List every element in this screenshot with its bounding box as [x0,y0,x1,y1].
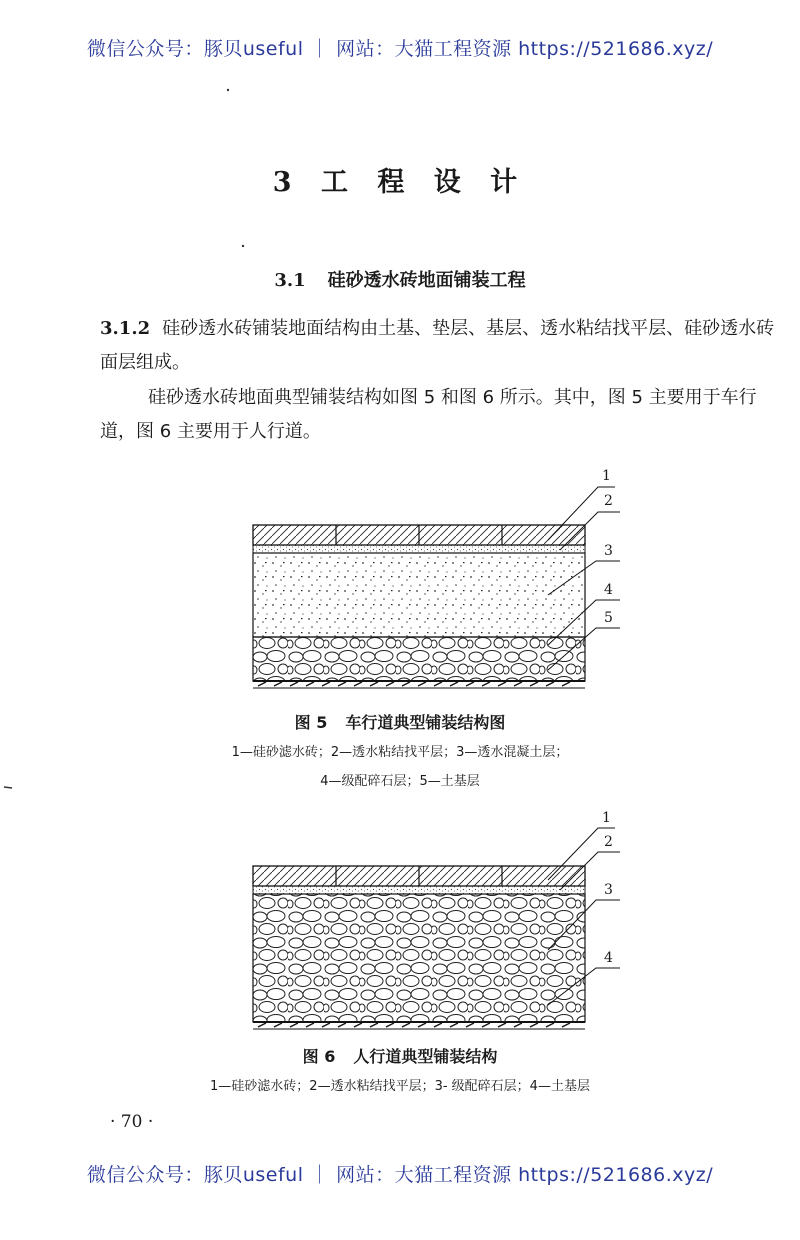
watermark-top: 微信公众号：豚贝useful ｜ 网站：大猫工程资源 https://521686.xyz/ [86,38,714,60]
watermark-bottom: 微信公众号：豚贝useful ｜ 网站：大猫工程资源 https://521686.xyz/ [86,1164,714,1186]
figure6-number: 图 6 [302,1047,336,1066]
figure5-callout-4: 4 [604,582,613,598]
figure6-legend: 1—硅砂滤水砖；2—透水粘结找平层；3- 级配碎石层；4—土基层 [210,1079,590,1094]
section-title: 硅砂透水砖地面铺装工程 [327,270,526,291]
figure6-callout-2: 2 [604,834,613,850]
figure6-layers [253,866,585,1029]
page-number: · 70 · [110,1112,154,1132]
figure5-callout-3: 3 [604,543,613,559]
figure6-caption [0,1044,800,1067]
figure6-title: 人行道典型铺装结构 [353,1047,498,1066]
clause-text: 硅砂透水砖铺装地面结构由土基、垫层、基层、透水粘结找平层、硅砂透水砖面层组成。 [100,318,775,373]
figure6-callout-1: 1 [602,810,611,826]
clause-number: 3.1.2 [100,318,151,339]
figure5-callout-5: 5 [604,610,613,626]
figure5-callout-2: 2 [604,493,613,509]
body-paragraph: 硅砂透水砖地面典型铺装结构如图 5 和图 6 所示。其中，图 5 主要用于车行道，图 6 主要用于人行道。 [100,387,757,442]
figure5-legend-line2: 4—级配碎石层；5—土基层 [320,774,480,789]
figure6-callout-4: 4 [604,950,613,966]
figure5-callout-1: 1 [602,468,611,484]
figure5-legend-line1: 1—硅砂滤水砖；2—透水粘结找平层；3—透水混凝土层； [231,745,569,760]
chapter-title: 3 工 程 设 计 [272,167,528,198]
figure6-callout-3: 3 [604,882,613,898]
figure5-title: 车行道典型铺装结构图 [345,713,506,732]
figure5-caption [0,710,800,733]
section-number: 3.1 [274,270,306,291]
figure5-layers [253,525,585,688]
figure5-number: 图 5 [294,713,328,732]
